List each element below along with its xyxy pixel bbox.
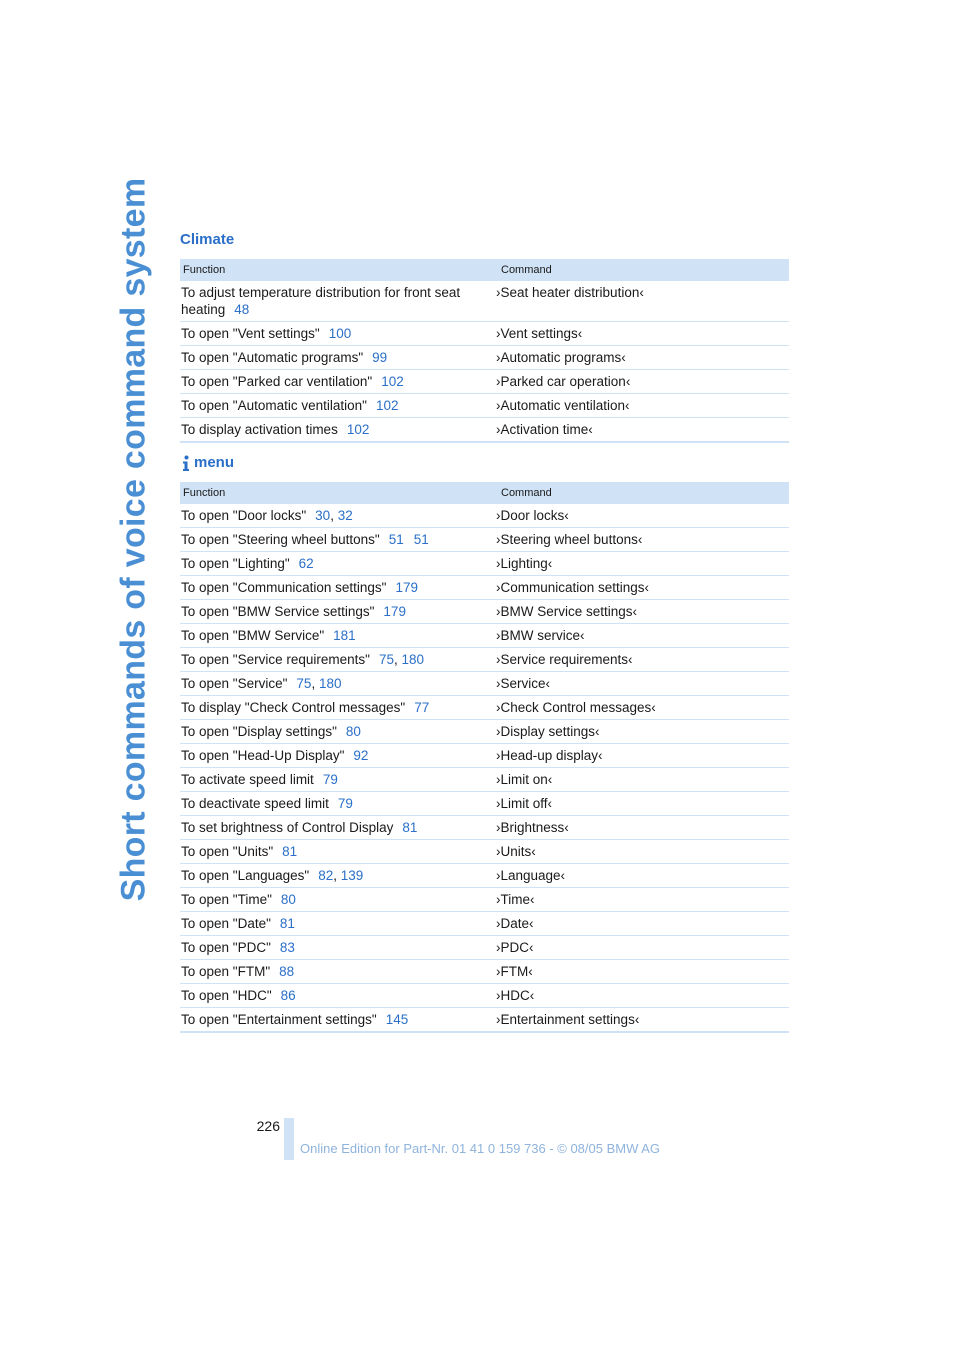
command-cell: ›Communication settings‹ xyxy=(496,580,650,595)
table-row xyxy=(180,720,789,744)
function-text: To display "Check Control messages" xyxy=(181,700,406,715)
page-reference-link[interactable]: 99 xyxy=(372,350,388,365)
page-reference-link[interactable]: 81 xyxy=(402,820,418,835)
table-row xyxy=(180,576,789,600)
table-row xyxy=(180,504,789,528)
function-text: To open "Automatic programs" xyxy=(181,350,364,365)
function-text: To open "Parked car ventilation" xyxy=(181,374,373,389)
table-row xyxy=(180,912,789,936)
table-row xyxy=(180,648,789,672)
function-cell xyxy=(180,696,495,719)
function-text: To open "Time" xyxy=(181,892,272,907)
function-cell xyxy=(180,936,495,959)
table-row xyxy=(180,984,789,1008)
page-reference-link[interactable]: 51 xyxy=(413,532,429,547)
function-cell xyxy=(180,624,495,647)
command-cell: ›Service requirements‹ xyxy=(496,652,633,667)
function-cell xyxy=(180,768,495,791)
function-text: To open "BMW Service settings" xyxy=(181,604,375,619)
table-row xyxy=(180,840,789,864)
section-heading xyxy=(180,452,789,474)
function-text: To open "FTM" xyxy=(181,964,271,979)
page-reference-link[interactable]: 139 xyxy=(340,868,364,883)
function-text: To display activation times xyxy=(181,422,338,437)
side-title-text: Short commands of voice command system xyxy=(114,177,153,902)
command-cell: ›Seat heater distribution‹ xyxy=(496,285,644,300)
table-row xyxy=(180,696,789,720)
page-reference-link[interactable]: 180 xyxy=(318,676,342,691)
section-heading-text: Climate xyxy=(180,231,235,248)
page-reference-link[interactable]: 83 xyxy=(279,940,295,955)
command-cell: ›Units‹ xyxy=(496,844,536,859)
page-reference-link[interactable]: 30 xyxy=(315,508,331,523)
section-heading xyxy=(180,229,789,251)
function-text: To open "Communication settings" xyxy=(181,580,387,595)
function-cell xyxy=(180,418,495,441)
command-cell: ›Lighting‹ xyxy=(496,556,553,571)
page-reference-link[interactable]: 102 xyxy=(381,374,404,389)
page-reference-link[interactable]: 75 xyxy=(296,676,312,691)
table-row xyxy=(180,552,789,576)
table-row xyxy=(180,864,789,888)
command-cell: ›Time‹ xyxy=(496,892,535,907)
page-reference-link[interactable]: 179 xyxy=(383,604,406,619)
function-cell xyxy=(180,912,495,935)
function-text: To open "Service requirements" xyxy=(181,652,370,667)
function-cell xyxy=(180,552,495,575)
command-cell: ›Steering wheel buttons‹ xyxy=(496,532,643,547)
page-reference-link[interactable]: 81 xyxy=(279,916,295,931)
section-heading-text: menu xyxy=(194,454,235,471)
function-text: To open "Service" xyxy=(181,676,288,691)
command-cell: ›PDC‹ xyxy=(496,940,534,955)
function-cell: To open "Languages" 82, 139 xyxy=(181,868,364,883)
table-row xyxy=(180,1008,789,1033)
page-reference-link[interactable]: 62 xyxy=(298,556,314,571)
function-text: To open "Vent settings" xyxy=(181,326,320,341)
page-reference-link[interactable]: 79 xyxy=(322,772,338,787)
function-text: To open "Automatic ventilation" xyxy=(181,398,367,413)
table-header xyxy=(180,259,789,281)
function-cell xyxy=(180,792,495,815)
function-cell xyxy=(180,576,495,599)
info-icon xyxy=(182,455,190,472)
command-cell: ›HDC‹ xyxy=(496,988,535,1003)
function-cell xyxy=(180,888,495,911)
page-reference-link[interactable]: 80 xyxy=(345,724,361,739)
command-cell: ›Door locks‹ xyxy=(496,508,569,523)
page-reference-link[interactable]: 77 xyxy=(414,700,430,715)
column-header-function: Function xyxy=(183,487,226,499)
command-cell: ›Activation time‹ xyxy=(496,422,593,437)
page-reference-link[interactable]: 80 xyxy=(280,892,296,907)
function-text: To open "Door locks" xyxy=(181,508,307,523)
page-reference-link[interactable]: 51 xyxy=(388,532,404,547)
function-cell xyxy=(180,600,495,623)
function-cell xyxy=(180,744,495,767)
table-row xyxy=(180,888,789,912)
function-cell xyxy=(180,960,495,983)
function-text: To open "HDC" xyxy=(181,988,272,1003)
function-text: To activate speed limit xyxy=(181,772,314,787)
table-row xyxy=(180,370,789,394)
table-row xyxy=(180,816,789,840)
table-row xyxy=(180,418,789,443)
command-cell: ›Display settings‹ xyxy=(496,724,600,739)
command-cell: ›Automatic programs‹ xyxy=(496,350,626,365)
table-row xyxy=(180,936,789,960)
table-row xyxy=(180,281,789,322)
footer-bar xyxy=(284,1118,294,1160)
page-reference-link[interactable]: 100 xyxy=(328,326,352,341)
function-cell xyxy=(180,370,495,393)
function-text: To set brightness of Control Display xyxy=(181,820,394,835)
page-reference-link[interactable]: 81 xyxy=(282,844,298,859)
command-cell: ›Language‹ xyxy=(496,868,566,883)
command-cell: ›Entertainment settings‹ xyxy=(496,1012,640,1027)
page-reference-link[interactable]: 145 xyxy=(385,1012,409,1027)
function-text: To open "Steering wheel buttons" xyxy=(181,532,380,547)
command-cell: ›Check Control messages‹ xyxy=(496,700,656,715)
function-text: To open "Lighting" xyxy=(181,556,290,571)
function-cell xyxy=(180,720,495,743)
function-text: To open "Entertainment settings" xyxy=(181,1012,377,1027)
command-cell: ›Service‹ xyxy=(496,676,551,691)
page-reference-link[interactable]: 179 xyxy=(395,580,418,595)
table-row xyxy=(180,346,789,370)
table-row xyxy=(180,394,789,418)
page-reference-link[interactable]: 102 xyxy=(375,398,399,413)
page-reference-link[interactable]: 82 xyxy=(318,868,334,883)
function-cell xyxy=(180,281,495,321)
function-cell: To open "Service requirements" 75, 180 xyxy=(181,652,425,667)
function-cell xyxy=(180,984,495,1007)
command-cell: ›Head-up display‹ xyxy=(496,748,603,763)
function-cell xyxy=(180,816,495,839)
page-reference-link[interactable]: 48 xyxy=(234,302,250,317)
function-text: To open "PDC" xyxy=(181,940,271,955)
table-row xyxy=(180,792,789,816)
function-cell xyxy=(180,528,495,551)
table-row xyxy=(180,960,789,984)
table-row xyxy=(180,528,789,552)
function-cell: To open "Door locks" 30, 32 xyxy=(181,508,353,523)
function-text: To open "Units" xyxy=(181,844,274,859)
page-reference-link[interactable]: 86 xyxy=(280,988,296,1003)
command-cell: ›Parked car operation‹ xyxy=(496,374,631,389)
info-menu-section xyxy=(180,452,789,1033)
command-cell: ›BMW Service settings‹ xyxy=(496,604,638,619)
footer-edition-text: Online Edition for Part-Nr. 01 41 0 159 736 - © 08/05 BMW AG xyxy=(300,1141,661,1156)
command-cell: ›FTM‹ xyxy=(496,964,533,979)
command-cell: ›Limit off‹ xyxy=(496,796,553,811)
page-reference-link[interactable]: 32 xyxy=(337,508,353,523)
function-cell: To open "Service" 75, 180 xyxy=(181,676,342,691)
command-cell: ›Date‹ xyxy=(496,916,534,931)
command-cell: ›Limit on‹ xyxy=(496,772,553,787)
table-row xyxy=(180,624,789,648)
table-row xyxy=(180,322,789,346)
page-reference-link[interactable]: 79 xyxy=(337,796,353,811)
function-text: To open "Display settings" xyxy=(181,724,337,739)
table-body xyxy=(180,504,789,1033)
page-reference-link[interactable]: 92 xyxy=(353,748,369,763)
function-cell xyxy=(180,322,495,345)
function-text: To adjust temperature distribution for front seat heating xyxy=(181,285,461,317)
table-row xyxy=(180,672,789,696)
function-cell xyxy=(180,840,495,863)
page-number: 226 xyxy=(256,1118,280,1134)
page-reference-link[interactable]: 88 xyxy=(279,964,295,979)
table-row xyxy=(180,600,789,624)
side-title xyxy=(114,177,154,902)
page-reference-link[interactable]: 102 xyxy=(346,422,370,437)
command-cell: ›BMW service‹ xyxy=(496,628,585,643)
function-cell xyxy=(180,346,495,369)
column-header-command: Command xyxy=(501,487,552,499)
command-cell: ›Automatic ventilation‹ xyxy=(496,398,630,413)
table-body xyxy=(180,281,789,443)
column-header-command: Command xyxy=(501,264,552,276)
function-text: To open "Languages" xyxy=(181,868,310,883)
function-text: To open "BMW Service" xyxy=(181,628,325,643)
function-text: To open "Head-Up Display" xyxy=(181,748,345,763)
command-cell: ›Brightness‹ xyxy=(496,820,569,835)
function-cell xyxy=(180,1008,495,1031)
function-text: To deactivate speed limit xyxy=(181,796,329,811)
function-text: To open "Date" xyxy=(181,916,271,931)
table-row xyxy=(180,768,789,792)
column-header-function: Function xyxy=(183,264,226,276)
function-cell xyxy=(180,394,495,417)
table-row xyxy=(180,744,789,768)
page-reference-link[interactable]: 75 xyxy=(378,652,394,667)
command-cell: ›Vent settings‹ xyxy=(496,326,583,341)
climate-section xyxy=(180,229,789,443)
page-reference-link[interactable]: 180 xyxy=(401,652,425,667)
page-reference-link[interactable]: 181 xyxy=(333,628,356,643)
table-header xyxy=(180,482,789,504)
